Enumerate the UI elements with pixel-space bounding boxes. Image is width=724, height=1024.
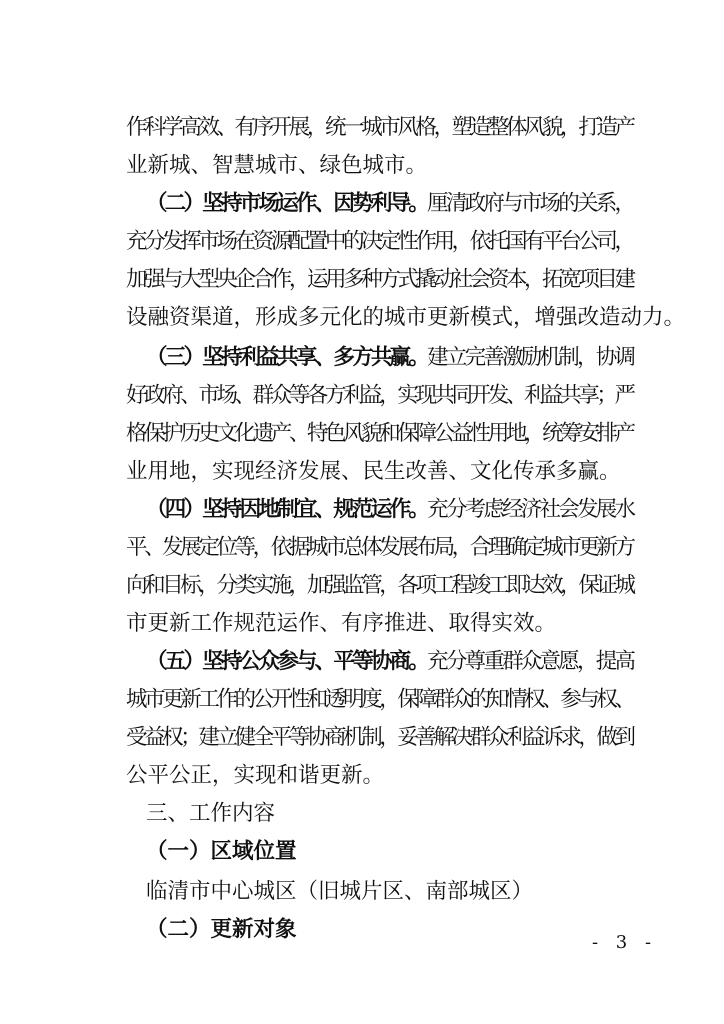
bold-run: （二）更新对象: [146, 917, 297, 942]
text-line: [126, 420, 636, 448]
text-run: 受益权；建立健全平等协商机制，妥善解决群众利益诉求，做到: [126, 725, 633, 750]
text-run: 业用地，实现经济发展、民生改善、文化传承多赢。: [126, 459, 621, 484]
text-run: 充分考虑经济社会发展水: [427, 497, 634, 522]
text-line: [126, 724, 636, 752]
bold-run: （一）区域位置: [146, 839, 297, 864]
text-line: [126, 114, 636, 142]
text-run: 平、发展定位等，依据城市总体发展布局，合理确定城市更新方: [126, 535, 633, 560]
text-run: 充分尊重群众意愿，提高: [427, 649, 634, 674]
bold-run: （三）坚持利益共享、多方共赢。: [146, 345, 428, 370]
text-line: [146, 838, 636, 866]
text-line: [126, 266, 636, 294]
text-run: 作科学高效、有序开展，统一城市风格，塑造整体风貌，打造产: [126, 115, 633, 140]
text-line: [126, 382, 636, 410]
text-run: 厘清政府与市场的关系，: [427, 191, 634, 216]
text-run: 业新城、智慧城市、绿色城市。: [126, 153, 428, 178]
text-line: [146, 344, 636, 372]
text-line: [126, 458, 636, 486]
bold-run: （二）坚持市场运作、因势利导。: [146, 191, 428, 216]
text-line: [126, 572, 636, 600]
page-number: - 3 -: [592, 932, 658, 953]
text-line: [126, 228, 636, 256]
text-run: 加强与大型央企合作，运用多种方式撬动社会资本，拓宽项目建: [126, 267, 633, 292]
text-line: [126, 762, 636, 790]
text-line: [126, 610, 636, 638]
text-line: [146, 878, 636, 906]
text-line: [146, 496, 636, 524]
text-run: 临清市中心城区（旧城片区、南部城区）: [146, 879, 534, 904]
text-line: [126, 534, 636, 562]
text-run: 格保护历史文化遗产、特色风貌和保障公益性用地，统筹安排产: [126, 421, 633, 446]
text-run: 建立完善激励机制，协调: [427, 345, 634, 370]
text-line: [126, 152, 636, 180]
text-run: 市更新工作规范运作、有序推进、取得实效。: [126, 611, 557, 636]
bold-run: （五）坚持公众参与、平等协商。: [146, 649, 428, 674]
text-line: [146, 916, 636, 944]
bold-run: （四）坚持因地制宜、规范运作。: [146, 497, 428, 522]
text-run: 向和目标，分类实施，加强监管，各项工程竣工即达效，保证城: [126, 573, 633, 598]
text-line: [146, 648, 636, 676]
section-heading: 三、工作内容: [146, 801, 276, 826]
text-run: 设融资渠道，形成多元化的城市更新模式，增强改造动力。: [126, 305, 686, 330]
text-line: [146, 800, 636, 828]
text-line: [126, 686, 636, 714]
text-run: 好政府、市场、群众等各方利益，实现共同开发、利益共享；严: [126, 383, 633, 408]
text-run: 公平公正，实现和谐更新。: [126, 763, 385, 788]
text-line: [126, 304, 686, 332]
text-line: [146, 190, 636, 218]
text-run: 城市更新工作的公开性和透明度，保障群众的知情权、参与权、: [126, 687, 633, 712]
text-run: 充分发挥市场在资源配置中的决定性作用，依托国有平台公司，: [126, 229, 633, 254]
